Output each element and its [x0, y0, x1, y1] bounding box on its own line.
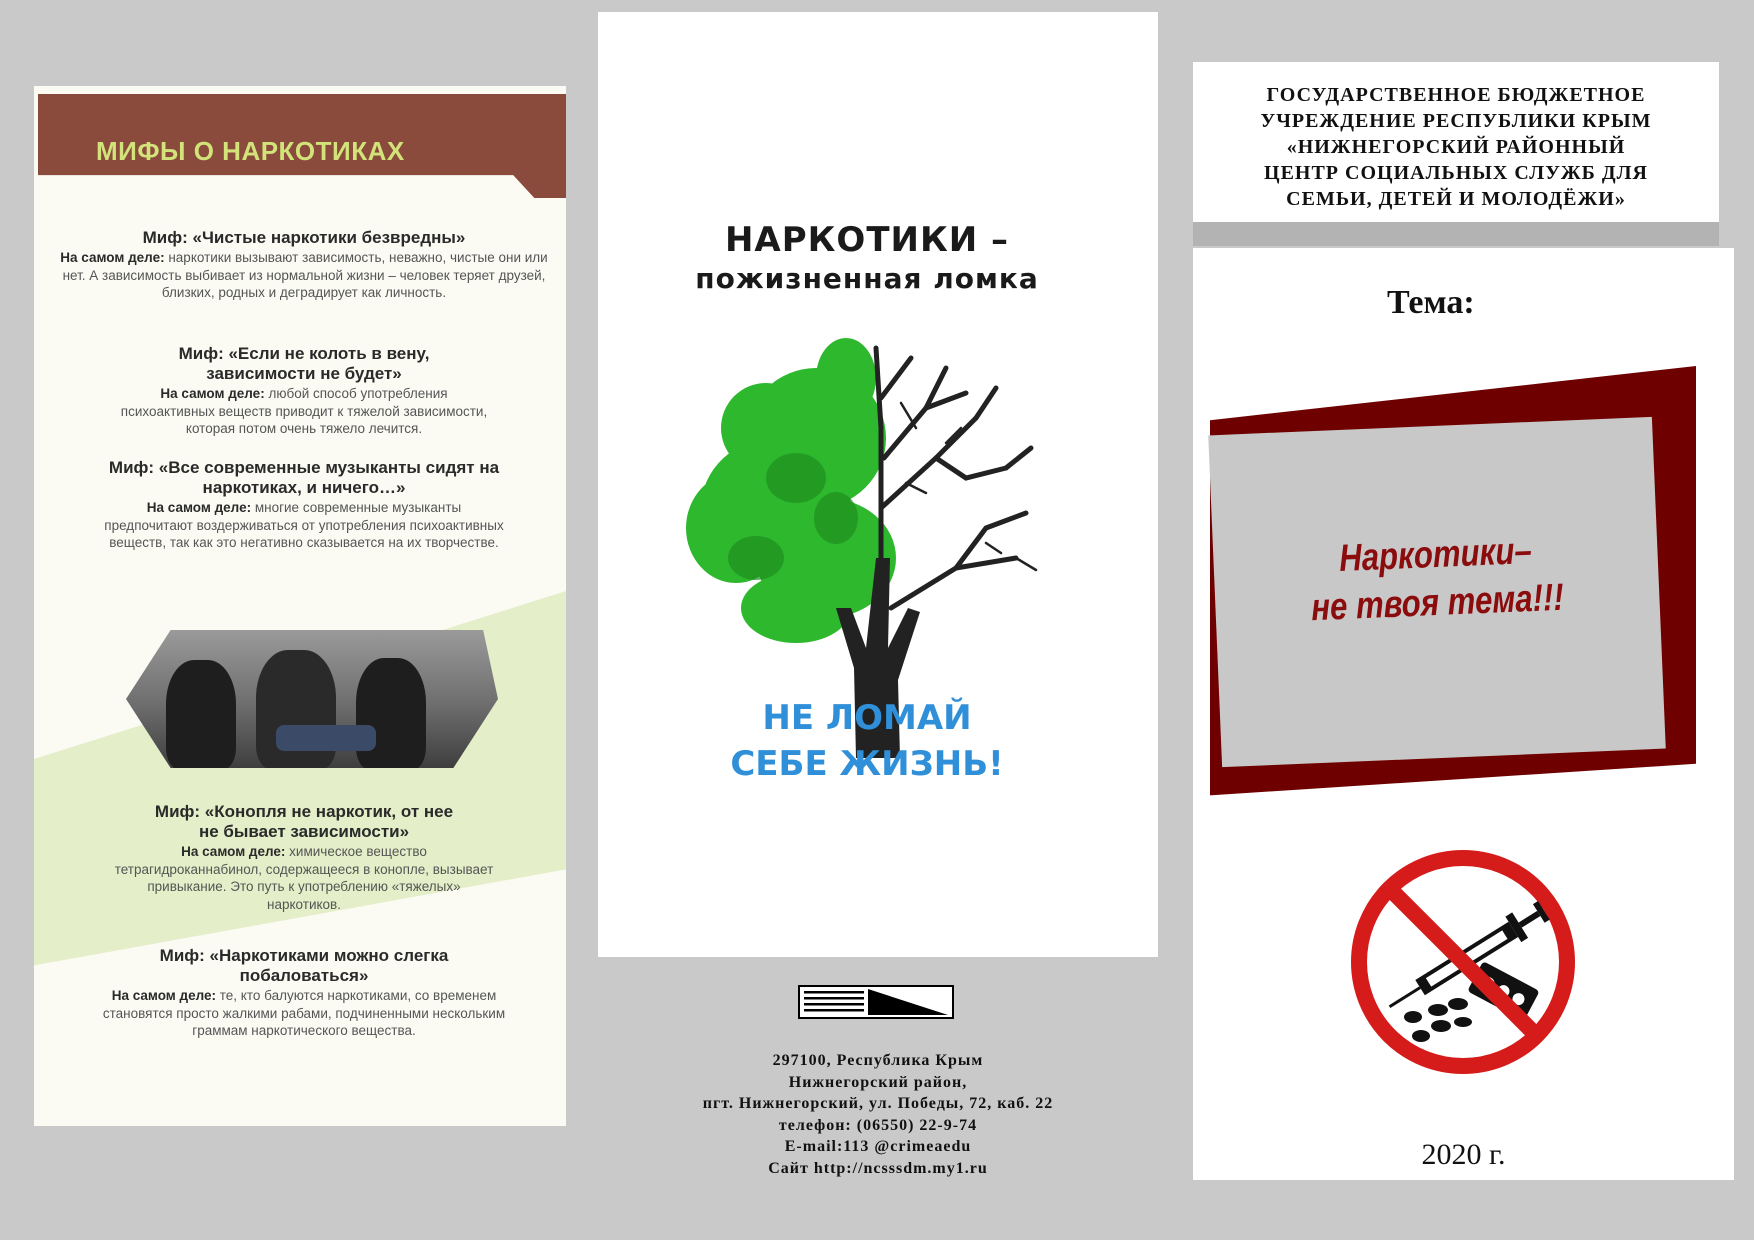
myth-body: химическое вещество тетрагидроканнабинол, содержащееся в конопле, вызывает привыкание. Это путь к употреблению «тяжелых» наркотиков. — [114, 844, 494, 912]
myth-body: наркотики вызывают зависимость, неважно, чистые они или нет. А зависимость выбивает из нормальной жизни – человек теряет друзей, близких, родных и деградирует как личность. — [62, 250, 548, 300]
poster-headline: НАРКОТИКИ – — [724, 220, 1010, 260]
half-green-half-dead-tree-icon — [676, 308, 1056, 758]
website-line: Сайт http://ncsssdm.my1.ru — [768, 1159, 988, 1177]
myth-item — [54, 344, 554, 438]
contact-address — [600, 1050, 1156, 1179]
org-line: ГОСУДАРСТВЕННОЕ БЮДЖЕТНОЕ — [1266, 84, 1646, 106]
myth-lead: На самом деле: — [111, 988, 217, 1003]
organization-panel — [1193, 62, 1719, 222]
organization-name — [1193, 82, 1719, 212]
topic-card — [1208, 417, 1666, 767]
myth-item — [54, 228, 554, 302]
email-line: E-mail:113 @crimeaedu — [784, 1138, 972, 1155]
myth-body: многие современные музыканты предпочитают воздерживаться от употребления психоактивных веществ, так как это негативно сказывается на их творчестве. — [104, 500, 504, 550]
topic-label: Тема: — [1387, 284, 1475, 321]
org-line: «НИЖНЕГОРСКИЙ РАЙОННЫЙ — [1286, 136, 1626, 158]
myth-item — [54, 802, 554, 913]
myth-body: те, кто балуются наркотиками, со временем становятся просто жалкими рабами, подчиненными нескольким граммам наркотического вещества. — [102, 988, 506, 1038]
poster-subheadline: пожизненная ломка — [695, 262, 1039, 295]
myth-item — [54, 946, 554, 1040]
myth-title: Миф: «Если не колоть в вену, зависимости не будет» — [178, 344, 430, 383]
youth-photo — [126, 630, 498, 768]
myth-lead: На самом деле: — [160, 386, 265, 401]
myth-lead: На самом деле: — [181, 844, 286, 859]
myth-lead: На самом деле: — [146, 500, 252, 515]
myth-title: Миф: «Конопля не наркотик, от нее не бывает зависимости» — [154, 802, 454, 841]
org-line: УЧРЕЖДЕНИЕ РЕСПУБЛИКИ КРЫМ — [1260, 110, 1652, 132]
myth-title: Миф: «Все современные музыканты сидят на наркотиках, и ничего…» — [108, 458, 500, 497]
poster-slogan-line2: СЕБЕ ЖИЗНЬ! — [730, 744, 1004, 784]
topic-title-line1: Наркотики– — [1338, 530, 1533, 581]
poster-panel — [598, 12, 1158, 957]
myth-title: Миф: «Наркотиками можно слегка побаловаться» — [159, 946, 449, 985]
no-drugs-icon — [1343, 842, 1583, 1082]
anti-drug-poster — [656, 198, 1078, 856]
org-line: ЦЕНТР СОЦИАЛЬНЫХ СЛУЖБ ДЛЯ — [1264, 162, 1648, 184]
myth-title: Миф: «Чистые наркотики безвредны» — [142, 228, 466, 247]
panel-shadow — [1193, 222, 1719, 246]
phone-line: телефон: (06550) 22-9-74 — [778, 1116, 978, 1134]
myths-title: МИФЫ О НАРКОТИКАХ — [96, 136, 405, 166]
topic-panel — [1193, 248, 1734, 1180]
address-line: пгт. Нижнегорский, ул. Победы, 72, каб. 22 — [702, 1095, 1054, 1112]
address-line: Нижнегорский район, — [788, 1073, 968, 1091]
poster-slogan-line1: НЕ ЛОМАЙ — [762, 698, 972, 738]
myth-item — [54, 458, 554, 552]
myth-body: любой способ употребления психоактивных веществ приводит к тяжелой зависимости, которая потом очень тяжело лечится. — [120, 386, 488, 436]
topic-title-line2: не твоя тема!!! — [1310, 576, 1565, 630]
myth-lead: На самом деле: — [60, 250, 165, 265]
myths-leaflet-panel — [34, 86, 566, 1126]
org-line: СЕМЬИ, ДЕТЕЙ И МОЛОДЁЖИ» — [1286, 188, 1626, 210]
year-label: 2020 г. — [1421, 1138, 1506, 1171]
org-logo-icon — [798, 985, 954, 1019]
address-line: 297100, Республика Крым — [772, 1052, 984, 1069]
